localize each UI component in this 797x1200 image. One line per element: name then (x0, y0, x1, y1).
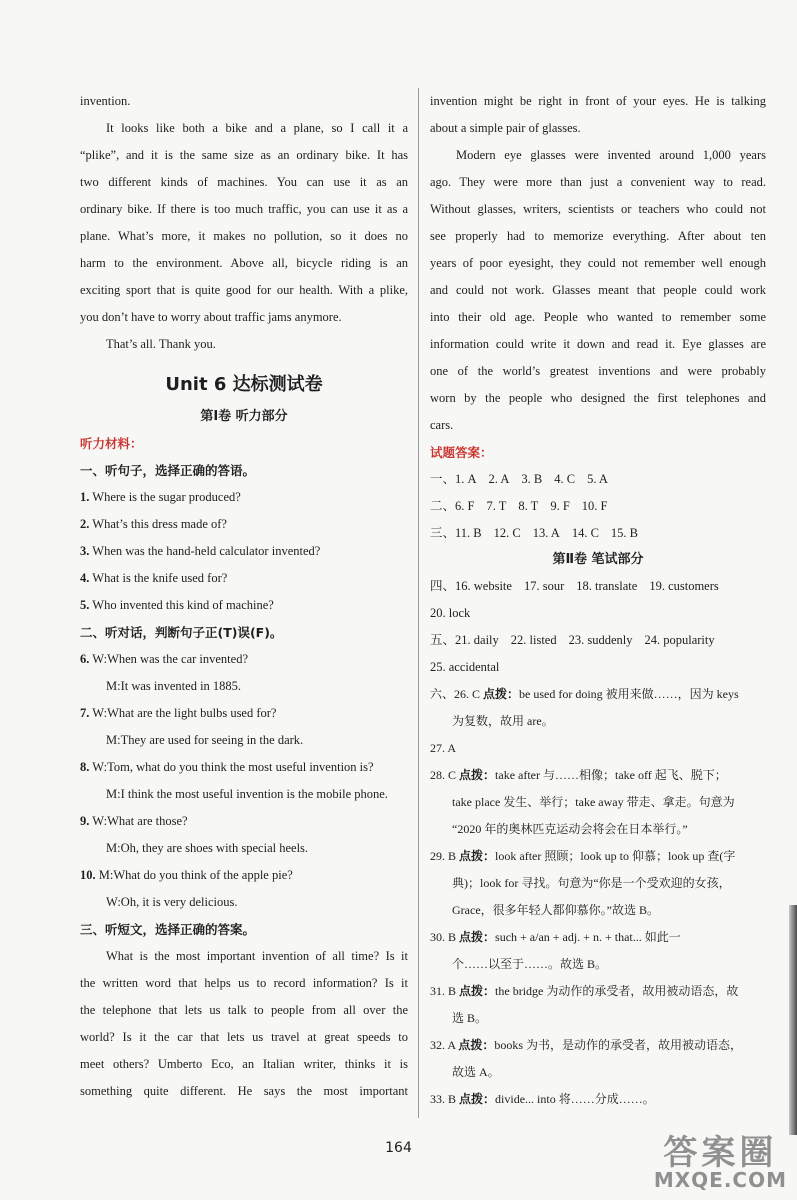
hint-entry: 32. A 点拨：books 为书，是动作的承受者，故用被动语态， (430, 1038, 743, 1052)
dialogue-line-w: 6. W:When was the car invented? (80, 652, 248, 666)
passage-line: one of the world’s greatest inventions and were probably (430, 364, 766, 378)
left-column (80, 88, 408, 1105)
part1-title: 第Ⅰ卷 听力部分 (200, 409, 288, 424)
intro-line: It looks like both a bike and a plane, so I call it a (106, 121, 408, 135)
answer-row: 一、1. A 2. A 3. B 4. C 5. A (430, 472, 608, 486)
passage-line: years of poor eyesight, they could not remember well enough (430, 256, 766, 270)
answers-label: 试题答案： (430, 445, 493, 460)
intro-line: two different kinds of machines. You can use it as an (80, 175, 408, 189)
dialogue-line-m: M:Oh, they are shoes with special heels. (106, 841, 309, 855)
question-item: 5. Who invented this kind of machine? (80, 598, 274, 612)
passage-line: meet others? Umberto Eco, an Italian writer, thinks it is (80, 1057, 408, 1071)
hint-entry: 30. B 点拨：such + a/an + adj. + n. + that... 如此一 (430, 930, 681, 944)
hint-continuation: 选 B。 (452, 1011, 488, 1025)
passage-line: ago. They were more than just a convenient way to read. (430, 175, 766, 189)
page-number: 164 (385, 1140, 412, 1156)
passage-line: about a simple pair of glasses. (430, 121, 581, 135)
intro-line: ordinary bike. If there is too much traffic, you can use it as a (80, 202, 408, 216)
question-item: 4. What is the knife used for? (80, 571, 228, 585)
answer-row: 三、11. B 12. C 13. A 14. C 15. B (430, 526, 639, 540)
section3-heading: 三、听短文，选择正确的答案。 (80, 922, 256, 937)
passage-line: cars. (430, 418, 454, 432)
hint-entry: 31. B 点拨：the bridge 为动作的承受者，故用被动语态，故 (430, 984, 739, 998)
section1-heading: 一、听句子，选择正确的答语。 (80, 463, 256, 478)
dialogue-line-m: M:They are used for seeing in the dark. (106, 733, 304, 747)
passage-line: Modern eye glasses were invented around 1,000 years (456, 148, 766, 162)
intro-line: That’s all. Thank you. (106, 337, 216, 351)
answer-row: 四、16. website 17. sour 18. translate 19. customers (430, 579, 719, 593)
passage-line: into their old age. People who wanted to remember some (430, 310, 766, 324)
question-item: 2. What’s this dress made of? (80, 517, 227, 531)
dialogue-line-w: 8. W:Tom, what do you think the most useful invention is? (80, 760, 374, 774)
question-item: 1. Where is the sugar produced? (80, 490, 241, 504)
hint-continuation: 个……以至于……。故选 B。 (452, 957, 608, 971)
hint-continuation: 故选 A。 (452, 1065, 500, 1079)
intro-line: harm to the environment. Above all, bicycle riding is an (80, 256, 408, 270)
passage-line: world? Is it the car that lets us travel at great speeds to (80, 1030, 408, 1044)
intro-line: “plike”, and it is the same size as an ordinary bike. It has (80, 148, 408, 162)
watermark-logo (653, 1133, 787, 1192)
dialogue-line-m: M:It was invented in 1885. (106, 679, 242, 693)
hint-entry: 28. C 点拨：take after 与……相像；take off 起飞、脱下； (430, 768, 727, 782)
passage-line: Without glasses, writers, scientists or teachers who could not (430, 202, 766, 216)
watermark-text: 答案圈 (663, 1133, 778, 1173)
part2-title: 第Ⅱ卷 笔试部分 (552, 552, 644, 567)
passage-line: information could write it down and read it. Eye glasses are (430, 337, 766, 351)
dialogue-line-m: W:Oh, it is very delicious. (106, 895, 238, 909)
hint-continuation: “2020 年的奥林匹克运动会将会在日本举行。” (452, 822, 688, 836)
intro-line: you don’t have to worry about traffic jams anymore. (80, 310, 342, 324)
intro-line: exciting sport that is quite good for our health. With a plike, (80, 283, 408, 297)
hint-continuation: take place 发生、举行；take away 带走、拿走。句意为 (452, 795, 735, 809)
passage-line: worn by the people who designed the first telephones and (430, 391, 766, 405)
hint-entry: 29. B 点拨：look after 照顾；look up to 仰慕；look up 查(字 (430, 849, 736, 863)
section2-heading: 二、听对话，判断句子正(T)误(F)。 (80, 625, 283, 640)
binding-edge (789, 905, 797, 1135)
dialogue-line-w: 10. M:What do you think of the apple pie? (80, 868, 293, 882)
listening-material-label: 听力材料： (80, 436, 143, 451)
column-divider (418, 88, 419, 1118)
watermark-url: MXQE.COM (653, 1168, 787, 1192)
passage-line: and could not work. Glasses meant that people could work (430, 283, 766, 297)
unit-title: Unit 6 达标测试卷 (165, 374, 323, 395)
passage-line: invention might be right in front of your eyes. He is talking (430, 94, 766, 108)
hint-entry: 27. A (430, 741, 457, 755)
dialogue-line-w: 9. W:What are those? (80, 814, 188, 828)
hint-entry: 33. B 点拨：divide... into 将……分成……。 (430, 1092, 655, 1106)
passage-line: something quite different. He says the most important (80, 1084, 408, 1098)
passage-line: the written word that helps us to record information? Is it (80, 976, 408, 990)
intro-line: plane. What’s more, it makes no pollution, so it does no (80, 229, 408, 243)
question-item: 3. When was the hand-held calculator invented? (80, 544, 321, 558)
answer-row: 25. accidental (430, 660, 500, 674)
dialogue-line-m: M:I think the most useful invention is the mobile phone. (106, 787, 388, 801)
intro-line: invention. (80, 94, 131, 108)
right-column (430, 88, 766, 1113)
dialogue-line-w: 7. W:What are the light bulbs used for? (80, 706, 277, 720)
passage-line: What is the most important invention of all time? Is it (106, 949, 408, 963)
passage-line: the telephone that lets us talk to people from all over the (80, 1003, 408, 1017)
hint-continuation: 为复数，故用 are。 (452, 714, 554, 728)
answer-row: 20. lock (430, 606, 471, 620)
answer-row: 二、6. F 7. T 8. T 9. F 10. F (430, 499, 608, 513)
hint-continuation: Grace，很多年轻人都仰慕你。”故选 B。 (452, 903, 659, 917)
answer-row: 五、21. daily 22. listed 23. suddenly 24. popularity (430, 633, 715, 647)
hint-continuation: 典)；look for 寻找。句意为“你是一个受欢迎的女孩， (452, 876, 731, 890)
passage-line: see properly had to memorize everything. After about ten (430, 229, 766, 243)
hint-entry: 六、26. C 点拨：be used for doing 被用来做……，因为 keys (430, 687, 739, 701)
